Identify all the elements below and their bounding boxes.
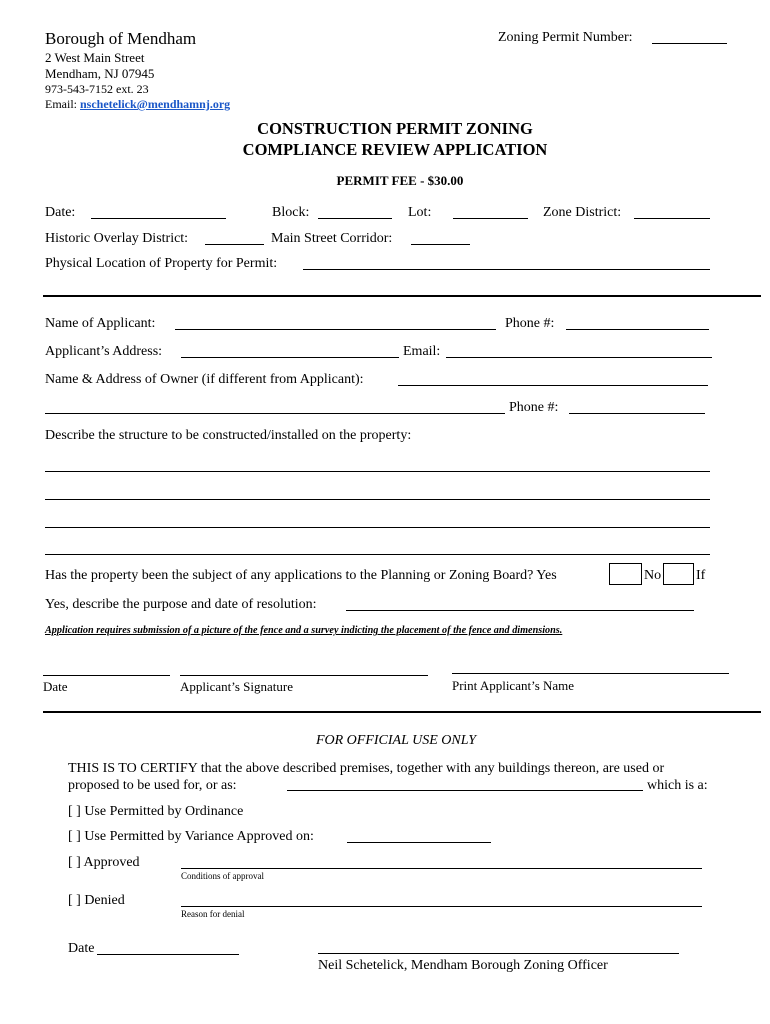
applicant-address-field[interactable] <box>181 357 399 358</box>
requirement-note: Application requires submission of a picture of the fence and a survey indicting the placement of the fence and dimensions. <box>45 625 563 636</box>
officer-signature-field[interactable] <box>318 953 679 954</box>
no-label: No <box>644 568 662 583</box>
official-heading: FOR OFFICIAL USE ONLY <box>315 733 477 748</box>
phone-number: 973-543-7152 ext. 23 <box>45 82 149 96</box>
historic-label: Historic Overlay District: <box>45 231 189 246</box>
permit-number-label: Zoning Permit Number: <box>498 30 633 45</box>
official-date-label: Date <box>68 941 95 956</box>
owner-phone-field[interactable] <box>569 413 705 414</box>
option-approved[interactable]: [ ] Approved <box>68 855 140 870</box>
variance-date-field[interactable] <box>347 842 491 843</box>
certify-line2-end: which is a: <box>647 778 708 793</box>
owner-phone-label: Phone #: <box>509 400 559 415</box>
resolution-field[interactable] <box>346 610 694 611</box>
conditions-caption: Conditions of approval <box>181 871 264 881</box>
zone-label: Zone District: <box>543 205 622 220</box>
zone-field[interactable] <box>634 218 710 219</box>
applicant-name-field[interactable] <box>175 329 496 330</box>
address-line1: 2 West Main Street <box>45 50 145 65</box>
email-label: Email: <box>45 97 77 111</box>
main-street-field[interactable] <box>411 244 470 245</box>
describe-line-3[interactable] <box>45 527 710 528</box>
lot-label: Lot: <box>408 205 432 220</box>
borough-name: Borough of Mendham <box>45 29 197 48</box>
reason-caption: Reason for denial <box>181 909 245 919</box>
certify-line2-start: proposed to be used for, or as: <box>68 778 237 793</box>
conditions-field[interactable] <box>181 868 702 869</box>
certify-line1: THIS IS TO CERTIFY that the above described premises, together with any buildings thereon, are used or <box>68 761 665 776</box>
describe-label: Describe the structure to be constructed/installed on the property: <box>45 428 412 443</box>
use-field[interactable] <box>287 790 643 791</box>
owner-address-field[interactable] <box>45 413 505 414</box>
yes-checkbox[interactable] <box>609 563 642 585</box>
owner-label: Name & Address of Owner (if different from Applicant): <box>45 372 364 387</box>
denial-reason-field[interactable] <box>181 906 702 907</box>
date-field[interactable] <box>91 218 226 219</box>
owner-field[interactable] <box>398 385 708 386</box>
location-label: Physical Location of Property for Permit: <box>45 256 278 271</box>
describe-line-1[interactable] <box>45 471 710 472</box>
applicant-phone-label: Phone #: <box>505 316 555 331</box>
print-name-label: Print Applicant’s Name <box>452 678 575 693</box>
historic-field[interactable] <box>205 244 264 245</box>
option-denied[interactable]: [ ] Denied <box>68 893 125 908</box>
if-label: If <box>696 568 706 583</box>
applicant-address-label: Applicant’s Address: <box>45 344 163 359</box>
signature-date-field[interactable] <box>43 675 170 676</box>
block-label: Block: <box>272 205 310 220</box>
signature-date-label: Date <box>43 679 68 694</box>
address-line2: Mendham, NJ 07945 <box>45 66 155 81</box>
option-ordinance[interactable]: [ ] Use Permitted by Ordinance <box>68 804 244 819</box>
lot-field[interactable] <box>453 218 528 219</box>
date-label: Date: <box>45 205 76 220</box>
applicant-phone-field[interactable] <box>566 329 709 330</box>
official-divider <box>43 711 761 713</box>
applicant-signature-field[interactable] <box>180 675 428 676</box>
permit-fee: PERMIT FEE - $30.00 <box>336 173 464 188</box>
permit-number-field[interactable] <box>652 43 727 44</box>
location-field[interactable] <box>303 269 710 270</box>
main-street-label: Main Street Corridor: <box>271 231 393 246</box>
print-name-field[interactable] <box>452 673 729 674</box>
applicant-email-field[interactable] <box>446 357 712 358</box>
applicant-email-label: Email: <box>403 344 441 359</box>
email-row <box>45 97 230 112</box>
officer-name: Neil Schetelick, Mendham Borough Zoning Officer <box>318 958 608 973</box>
email-link[interactable]: nschetelick@mendhamnj.org <box>80 97 231 111</box>
describe-line-2[interactable] <box>45 499 710 500</box>
official-date-field[interactable] <box>97 954 239 955</box>
form-title-line1: CONSTRUCTION PERMIT ZONING <box>257 119 533 138</box>
planning-question: Has the property been the subject of any applications to the Planning or Zoning Board? Yes <box>45 568 557 583</box>
form-title-line2: COMPLIANCE REVIEW APPLICATION <box>242 140 548 159</box>
resolution-label: Yes, describe the purpose and date of resolution: <box>45 597 317 612</box>
option-variance[interactable]: [ ] Use Permitted by Variance Approved on: <box>68 829 314 844</box>
applicant-name-label: Name of Applicant: <box>45 316 156 331</box>
describe-line-4[interactable] <box>45 554 710 555</box>
section-divider <box>43 295 761 297</box>
block-field[interactable] <box>318 218 392 219</box>
applicant-signature-label: Applicant’s Signature <box>180 679 294 694</box>
no-checkbox[interactable] <box>663 563 694 585</box>
